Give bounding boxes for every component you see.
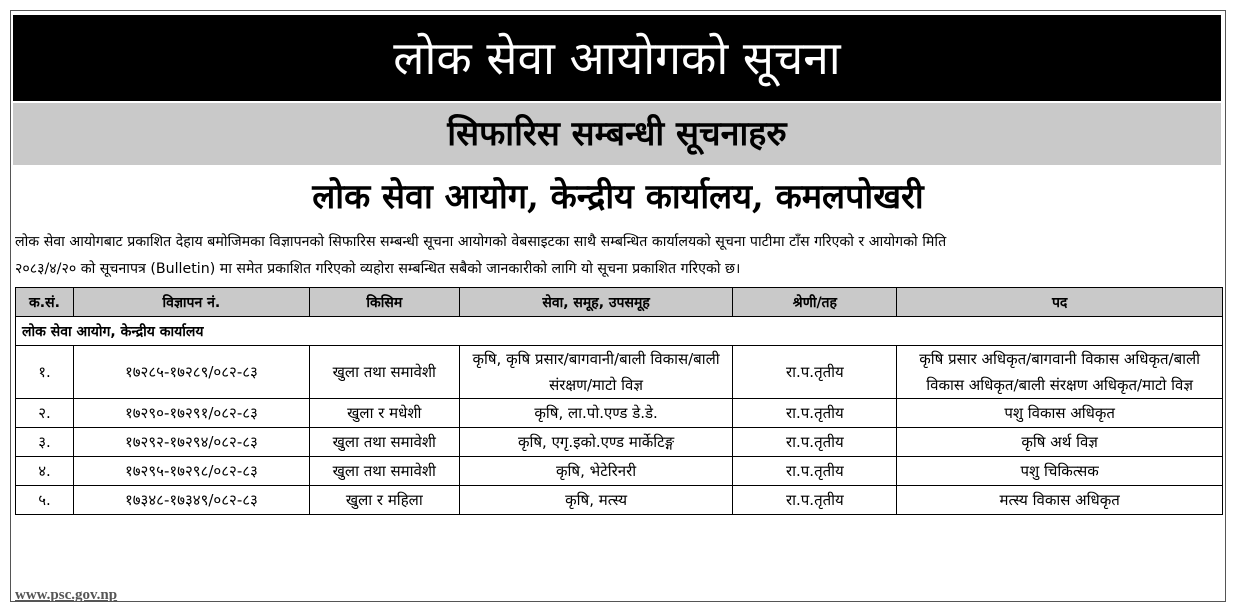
header-service-group: सेवा, समूह, उपसमूह [459,288,733,317]
cell-type: खुला तथा समावेशी [309,346,459,399]
cell-level: रा.प.तृतीय [733,457,897,486]
cell-advertisement-no: १७३४८-१७३४९/०८२-८३ [73,486,309,515]
cell-post: मत्स्य विकास अधिकृत [897,486,1223,515]
table-row [16,346,1223,399]
cell-type: खुला र मधेशी [309,399,459,428]
cell-service-group: कृषि, एगृ.इको.एण्ड मार्केटिङ्ग [459,428,733,457]
cell-serial: १. [16,346,74,399]
cell-type: खुला र महिला [309,486,459,515]
cell-post: कृषि प्रसार अधिकृत/बागवानी विकास अधिकृत/बाली विकास अधिकृत/बाली संरक्षण अधिकृत/माटो विज्ञ [897,346,1223,399]
cell-advertisement-no: १७२८५-१७२८९/०८२-८३ [73,346,309,399]
cell-service-group: कृषि, भेटेरिनरी [459,457,733,486]
cell-serial: ५. [16,486,74,515]
recommendation-table [15,287,1223,515]
notice-line-2: २०८३/४/२० को सूचनापत्र (Bulletin) मा समेत प्रकाशित गरिएको व्यहोरा सम्बन्धित सबैको जानकारीको लागि यो सूचना प्रकाशित गरिएको छ। [15,261,741,277]
notice-line-1: लोक सेवा आयोगबाट प्रकाशित देहाय बमोजिमका विज्ञापनको सिफारिस सम्बन्धी सूचना आयोगको वेबसाइटका साथै सम्बन्धित कार्यालयको सूचना पाटीमा टाँस गरिएको र आयोगको मिति [15,234,947,250]
cell-level: रा.प.तृतीय [733,346,897,399]
page-title: लोक सेवा आयोगको सूचना [13,15,1221,101]
cell-service-group: कृषि, मत्स्य [459,486,733,515]
cell-post: कृषि अर्थ विज्ञ [897,428,1223,457]
table-header-row [16,288,1223,317]
cell-service-group: कृषि, ला.पो.एण्ड डे.डे. [459,399,733,428]
table-row [16,399,1223,428]
header-level: श्रेणी/तह [733,288,897,317]
header-type: किसिम [309,288,459,317]
cell-post: पशु चिकित्सक [897,457,1223,486]
table-row [16,428,1223,457]
table-row [16,486,1223,515]
cell-advertisement-no: १७२९५-१७२९८/०८२-८३ [73,457,309,486]
cell-level: रा.प.तृतीय [733,486,897,515]
table-row [16,457,1223,486]
website-link[interactable]: www.psc.gov.np [15,587,118,603]
office-heading: लोक सेवा आयोग, केन्द्रीय कार्यालय, कमलपोखरी [312,177,924,217]
cell-serial: ४. [16,457,74,486]
cell-advertisement-no: १७२९०-१७२९१/०८२-८३ [73,399,309,428]
section-row [16,317,1223,346]
cell-level: रा.प.तृतीय [733,428,897,457]
cell-serial: ३. [16,428,74,457]
header-serial: क.सं. [16,288,74,317]
cell-advertisement-no: १७२९२-१७२९४/०८२-८३ [73,428,309,457]
section-title: लोक सेवा आयोग, केन्द्रीय कार्यालय [16,317,1223,346]
notice-frame [10,10,1226,602]
header-advertisement-no: विज्ञापन नं. [73,288,309,317]
notice-paragraph [15,229,1223,283]
cell-service-group: कृषि, कृषि प्रसार/बागवानी/बाली विकास/बाली संरक्षण/माटो विज्ञ [459,346,733,399]
page-subtitle: सिफारिस सम्बन्धी सूचनाहरु [13,103,1221,165]
cell-type: खुला तथा समावेशी [309,457,459,486]
cell-post: पशु विकास अधिकृत [897,399,1223,428]
cell-serial: २. [16,399,74,428]
cell-level: रा.प.तृतीय [733,399,897,428]
header-post: पद [897,288,1223,317]
cell-type: खुला तथा समावेशी [309,428,459,457]
